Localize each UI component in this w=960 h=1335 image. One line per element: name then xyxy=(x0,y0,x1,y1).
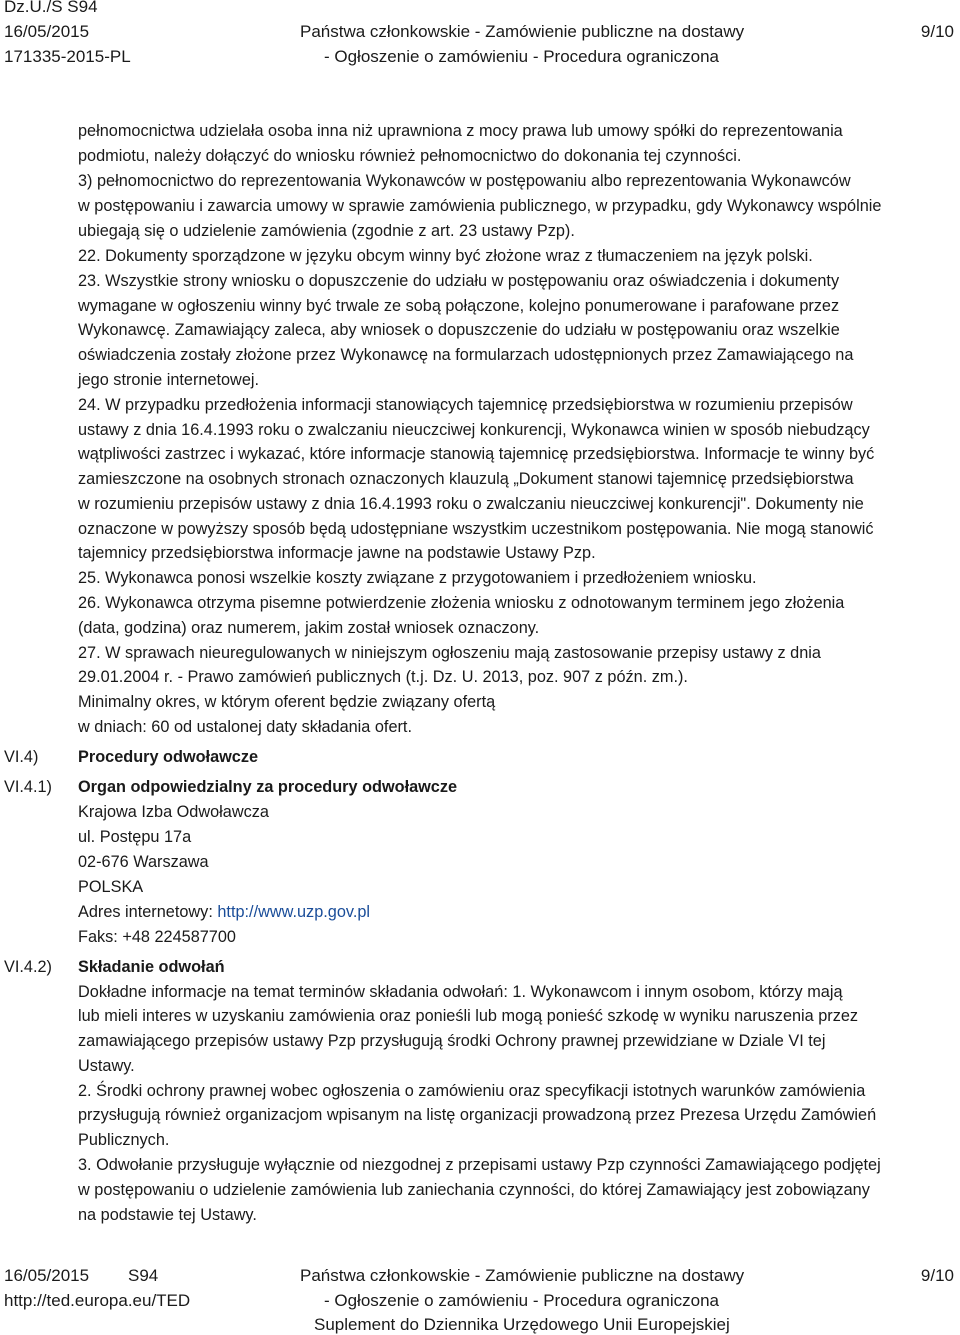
body-line: Ustawy. xyxy=(78,1057,135,1075)
body-line: Wykonawcę. Zamawiający zaleca, aby wniosek o dopuszczenie do udziału w postępowaniu oraz wszelkie xyxy=(78,321,840,339)
body-line: jego stronie internetowej. xyxy=(78,371,260,389)
section-title: Składanie odwołań xyxy=(78,958,225,976)
web-address-label: Adres internetowy: xyxy=(78,903,218,921)
section-title: Organ odpowiedzialny za procedury odwoławcze xyxy=(78,778,458,796)
body-line: w postępowaniu o udzielenie zamówienia lub zaniechania czynności, do której Zamawiający jest zobowiązany xyxy=(78,1181,870,1199)
header-page-number: 9/10 xyxy=(920,22,954,41)
body-line: 29.01.2004 r. - Prawo zamówień publicznych (t.j. Dz. U. 2013, poz. 907 z późn. zm.). xyxy=(78,668,688,686)
body-line: 2. Środki ochrony prawnej wobec ogłoszenia o zamówieniu oraz specyfikacji istotnych warunków zamówienia xyxy=(78,1082,866,1100)
web-address-row xyxy=(78,902,370,922)
journal-reference: Dz.U./S S94 xyxy=(4,0,98,16)
section-number: VI.4.2) xyxy=(4,958,52,976)
body-line: (data, godzina) oraz numerem, jakim został wniosek oznaczony. xyxy=(78,619,540,637)
footer-url[interactable]: http://ted.europa.eu/TED xyxy=(4,1291,191,1310)
body-name: Krajowa Izba Odwoławcza xyxy=(78,803,269,821)
body-line: Publicznych. xyxy=(78,1131,170,1149)
body-line: zamawiającego przepisów ustawy Pzp przysługują środki Ochrony prawnej przewidziane w Dziale VI tej xyxy=(78,1032,826,1050)
body-line: lub mieli interes w uzyskaniu zamówienia oraz ponieśli lub mogą ponieść szkodę w wyniku naruszenia przez xyxy=(78,1007,859,1025)
section-title: Procedury odwoławcze xyxy=(78,748,259,766)
section-number: VI.4.1) xyxy=(4,778,52,796)
footer-supplement: Suplement do Dziennika Urzędowego Unii Europejskiej xyxy=(314,1315,730,1334)
body-line: w rozumieniu przepisów ustawy z dnia 16.4.1993 roku o zwalczaniu nieuczciwej konkurencji". Dokumenty nie xyxy=(78,495,864,513)
body-line: zamieszczone na osobnych stronach oznaczonych klauzulą „Dokument stanowi tajemnicę przedsiębiorstwa xyxy=(78,470,854,488)
footer-page-number: 9/10 xyxy=(920,1266,954,1285)
body-line: ustawy z dnia 16.4.1993 roku o zwalczaniu nieuczciwej konkurencji, Wykonawca winien w sposób niebudzący xyxy=(78,421,870,439)
section-number: VI.4) xyxy=(4,748,39,766)
body-line: 3. Odwołanie przysługuje wyłącznie od niezgodnej z przepisami ustawy Pzp czynności Zamawiającego podjętej xyxy=(78,1156,881,1174)
header-notice-number: 171335-2015-PL xyxy=(4,47,131,66)
street-address: ul. Postępu 17a xyxy=(78,828,192,846)
header-title-line-1: Państwa członkowskie - Zamówienie publiczne na dostawy xyxy=(300,22,745,41)
body-line: na podstawie tej Ustawy. xyxy=(78,1206,257,1224)
header-title-line-2: - Ogłoszenie o zamówieniu - Procedura ograniczona xyxy=(324,47,719,66)
body-line: przysługują również organizacjom wpisanym na listę organizacji prowadzoną przez Prezesa Urzędu Zamówień xyxy=(78,1106,877,1124)
header-date: 16/05/2015 xyxy=(4,22,90,41)
body-line: 24. W przypadku przedłożenia informacji stanowiących tajemnicę przedsiębiorstwa w rozumieniu przepisów xyxy=(78,396,853,414)
body-line: w postępowaniu i zawarcia umowy w sprawie zamówienia publicznego, w przypadku, gdy Wykonawcy wspólnie xyxy=(78,197,882,215)
body-line: oświadczenia zostały złożone przez Wykonawcę na formularzach udostępnionych przez Zamawiającego na xyxy=(78,346,854,364)
footer-date: 16/05/2015 xyxy=(4,1266,90,1285)
footer-title-line-2: - Ogłoszenie o zamówieniu - Procedura ograniczona xyxy=(324,1291,719,1310)
body-line: podmiotu, należy dołączyć do wniosku również pełnomocnictwo do dokonania tej czynności. xyxy=(78,147,742,165)
body-line: w dniach: 60 od ustalonej daty składania ofert. xyxy=(78,718,412,736)
body-line: 25. Wykonawca ponosi wszelkie koszty związane z przygotowaniem i przedłożeniem wniosku. xyxy=(78,569,757,587)
fax-number: Faks: +48 224587700 xyxy=(78,928,236,946)
body-line: wymagane w ogłoszeniu winny być trwale ze sobą połączone, kolejno ponumerowane i parafowane przez xyxy=(78,297,840,315)
postal-city: 02-676 Warszawa xyxy=(78,853,209,871)
body-line: 23. Wszystkie strony wniosku o dopuszczenie do udziału w postępowaniu oraz oświadczenia i dokumenty xyxy=(78,272,840,290)
body-line: 22. Dokumenty sporządzone w języku obcym winny być złożone wraz z tłumaczeniem na język polski. xyxy=(78,247,813,265)
body-line: tajemnicy przedsiębiorstwa informacje jawne na podstawie Ustawy Pzp. xyxy=(78,544,596,562)
body-line: Dokładne informacje na temat terminów składania odwołań: 1. Wykonawcom i innym osobom, którzy mają xyxy=(78,983,843,1001)
body-line: wątpliwości zastrzec i wykazać, które informacje stanowią tajemnicę przedsiębiorstwa. Informacje te winny być xyxy=(78,445,875,463)
body-line: 3) pełnomocnictwo do reprezentowania Wykonawców w postępowaniu albo reprezentowania Wykonawców xyxy=(78,172,851,190)
body-line: Minimalny okres, w którym oferent będzie związany ofertą xyxy=(78,693,496,711)
body-line: ubiegają się o udzielenie zamówienia (zgodnie z art. 23 ustawy Pzp). xyxy=(78,222,575,240)
body-line: pełnomocnictwa udzielała osoba inna niż uprawniona z mocy prawa lub umowy spółki do reprezentowania xyxy=(78,122,843,140)
footer-title-line-1: Państwa członkowskie - Zamówienie publiczne na dostawy xyxy=(300,1266,745,1285)
web-address-link[interactable]: http://www.uzp.gov.pl xyxy=(217,903,371,921)
body-line: 26. Wykonawca otrzyma pisemne potwierdzenie złożenia wniosku z odnotowanym terminem jego złożenia xyxy=(78,594,845,612)
body-line: oznaczone w powyższy sposób będą udostępniane wszystkim uczestnikom postępowania. Nie mogą stanowić xyxy=(78,520,874,538)
body-line: 27. W sprawach nieuregulowanych w niniejszym ogłoszeniu mają zastosowanie przepisy ustawy z dnia xyxy=(78,644,821,662)
country: POLSKA xyxy=(78,878,144,896)
footer-issue: S94 xyxy=(128,1266,159,1285)
